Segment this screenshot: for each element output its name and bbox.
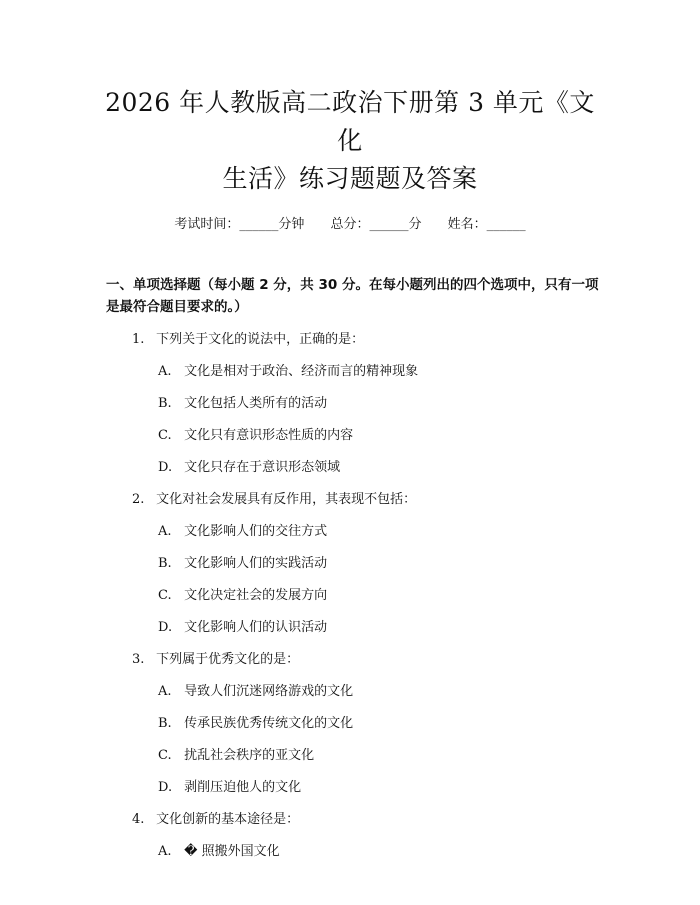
option-text: 剥削压迫他人的文化 — [184, 780, 302, 795]
question-4 — [94, 810, 606, 862]
option-text: � 照搬外国文化 — [184, 844, 280, 859]
section-heading: 一、单项选择题（每小题 2 分，共 30 分。在每小题列出的四个选项中，只有一项是最符合题目要求的。） — [106, 277, 599, 315]
option-text: 文化只有意识形态性质的内容 — [184, 428, 354, 443]
question-1 — [94, 330, 606, 478]
question-number: 3. — [132, 652, 145, 667]
option-b — [158, 554, 606, 574]
question-3 — [94, 650, 606, 798]
option-text: 传承民族优秀传统文化的文化 — [184, 716, 354, 731]
option-text: 文化只存在于意识形态领域 — [184, 460, 341, 475]
question-text: 下列关于文化的说法中，正确的是： — [156, 332, 365, 347]
option-letter: D. — [158, 620, 173, 635]
title-line-2: 生活》练习题题及答案 — [222, 164, 478, 193]
question-2 — [94, 490, 606, 638]
question-stem — [132, 810, 606, 830]
question-text: 下列属于优秀文化的是： — [156, 652, 300, 667]
option-a — [158, 362, 606, 382]
option-letter: A. — [158, 844, 172, 859]
option-letter: A. — [158, 684, 172, 699]
exam-time-field: 考试时间：______分钟 — [174, 217, 305, 232]
option-c — [158, 586, 606, 606]
option-text: 文化影响人们的认识活动 — [184, 620, 328, 635]
option-text: 文化包括人类所有的活动 — [184, 396, 328, 411]
option-text: 文化影响人们的实践活动 — [184, 556, 328, 571]
option-letter: A. — [158, 364, 172, 379]
title-line-1: 2026 年人教版高二政治下册第 3 单元《文化 — [105, 88, 595, 155]
option-letter: B. — [158, 556, 172, 571]
option-letter: C. — [158, 428, 172, 443]
option-text: 导致人们沉迷网络游戏的文化 — [184, 684, 354, 699]
option-text: 扰乱社会秩序的亚文化 — [184, 748, 315, 763]
option-d — [158, 458, 606, 478]
question-stem — [132, 330, 606, 350]
total-score-field: 总分：______分 — [330, 217, 422, 232]
question-stem — [132, 490, 606, 510]
option-d — [158, 618, 606, 638]
question-number: 2. — [132, 492, 145, 507]
option-c — [158, 746, 606, 766]
option-letter: C. — [158, 748, 172, 763]
option-b — [158, 394, 606, 414]
option-a — [158, 842, 606, 862]
option-letter: B. — [158, 396, 172, 411]
question-stem — [132, 650, 606, 670]
option-letter: C. — [158, 588, 172, 603]
question-number: 4. — [132, 812, 145, 827]
option-a — [158, 522, 606, 542]
question-number: 1. — [132, 332, 145, 347]
option-letter: D. — [158, 460, 173, 475]
option-text: 文化决定社会的发展方向 — [184, 588, 328, 603]
option-b — [158, 714, 606, 734]
option-text: 文化影响人们的交往方式 — [184, 524, 328, 539]
option-c — [158, 426, 606, 446]
exam-info — [94, 216, 606, 234]
name-field: 姓名：______ — [447, 217, 526, 232]
question-text: 文化创新的基本途径是： — [156, 812, 300, 827]
document-title — [94, 0, 606, 198]
option-letter: A. — [158, 524, 172, 539]
option-a — [158, 682, 606, 702]
option-letter: D. — [158, 780, 173, 795]
option-d — [158, 778, 606, 798]
question-text: 文化对社会发展具有反作用，其表现不包括： — [156, 492, 417, 507]
option-text: 文化是相对于政治、经济而言的精神现象 — [184, 364, 419, 379]
option-letter: B. — [158, 716, 172, 731]
